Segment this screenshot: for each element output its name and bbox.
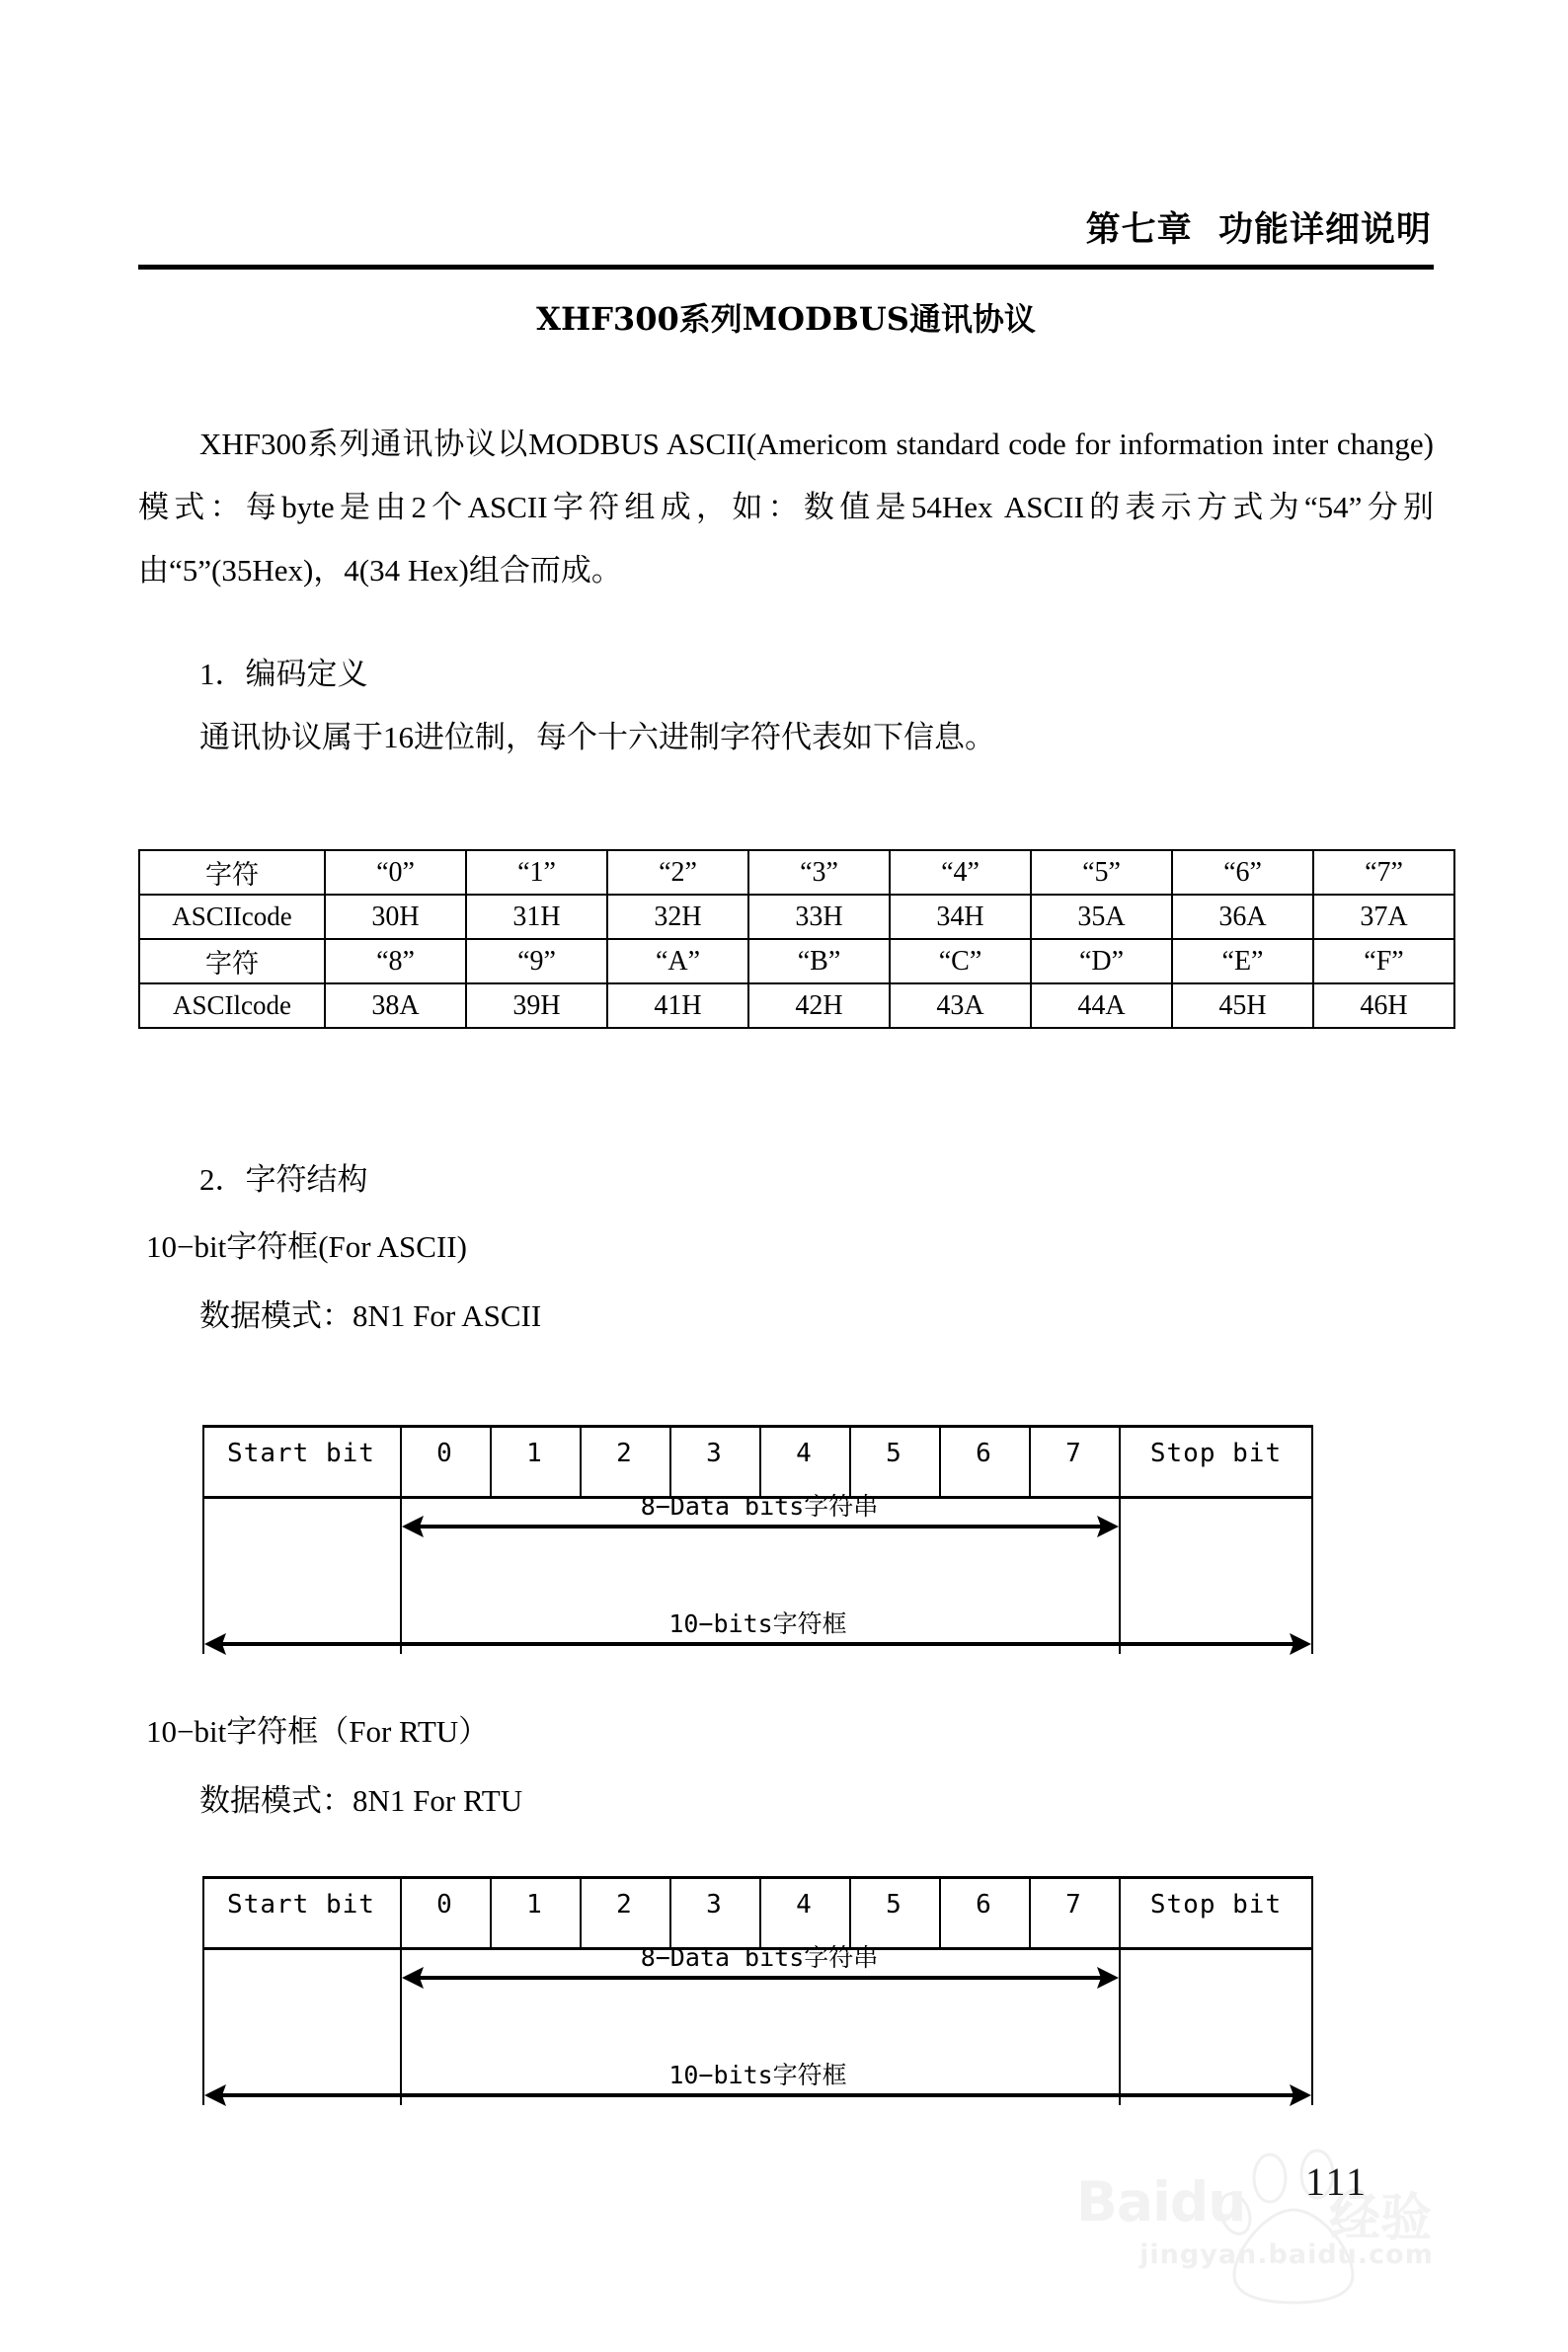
page-number: 111 (1305, 2159, 1369, 2204)
header-divider-rule (138, 265, 1434, 270)
row-label: 字符 (139, 850, 325, 895)
frame-bit-label-3: 3 (706, 1890, 723, 1920)
baidu-paw-logo-icon (1074, 2133, 1499, 2320)
frame-bit-label-4: 4 (796, 1439, 813, 1468)
table-cell: 30H (325, 895, 466, 939)
section2-heading: 2．字符结构 (199, 1162, 368, 1197)
page-title: XHF300系列MODBUS通讯协议 (536, 300, 1036, 338)
frame-bit-label-1: 1 (526, 1890, 543, 1920)
ascii-frame-mode: 数据模式：8N1 For ASCII (199, 1298, 542, 1333)
table-cell: 41H (607, 983, 748, 1028)
table-cell: “5” (1031, 850, 1172, 895)
table-cell: “3” (748, 850, 890, 895)
table-cell: 45H (1172, 983, 1313, 1028)
table-cell: “8” (325, 939, 466, 983)
rtu-frame-mode: 数据模式：8N1 For RTU (199, 1783, 523, 1818)
section1-text: 通讯协议属于16进位制，每个十六进制字符代表如下信息。 (199, 720, 995, 754)
data-bits-arrow (402, 1967, 1119, 1989)
data-bits-arrow (402, 1516, 1119, 1537)
frame-bit-label-4: 4 (796, 1890, 813, 1920)
frame-bit-label-7: 7 (1065, 1439, 1082, 1468)
ascii-code-table (138, 849, 1455, 1029)
intro-paragraph: XHF300系列通讯协议以MODBUS ASCII(Americom standard code for information inter change)模式：每byte是由2个ASCII字符组成，如：数值是54Hex ASCII的表示方式为“54”分别由“5”(35Hex)，4(34 Hex)组合而成。 (138, 427, 1434, 588)
table-cell: “D” (1031, 939, 1172, 983)
table-cell: 37A (1313, 895, 1454, 939)
row-label: 字符 (139, 939, 325, 983)
frame-data-span-label: 8−Data bits字符串 (640, 1492, 879, 1521)
table-cell: 38A (325, 983, 466, 1028)
frame-stop-bit-label: Stop bit (1149, 1439, 1283, 1468)
table-cell: “9” (466, 939, 607, 983)
ascii-frame-heading: 10−bit字符框(For ASCII) (146, 1229, 467, 1264)
frame-span-arrows (202, 1876, 1313, 2135)
table-cell: 34H (890, 895, 1031, 939)
frame-span-arrows (202, 1425, 1313, 1684)
frame-bit-label-5: 5 (886, 1890, 902, 1920)
watermark-url: jingyan.baidu.com (1139, 2239, 1434, 2270)
table-cell: 44A (1031, 983, 1172, 1028)
table-cell: 36A (1172, 895, 1313, 939)
frame-bit-label-3: 3 (706, 1439, 723, 1468)
table-cell: “F” (1313, 939, 1454, 983)
bit-frame-diagram-rtu (202, 1876, 1313, 2105)
table-cell: “7” (1313, 850, 1454, 895)
frame-bit-label-0: 0 (436, 1439, 453, 1468)
frame-bit-label-5: 5 (886, 1439, 902, 1468)
bit-frame-diagram-ascii (202, 1425, 1313, 1654)
frame-bit-label-2: 2 (616, 1439, 633, 1468)
frame-total-span-label: 10−bits字符框 (668, 1609, 847, 1638)
frame-data-span-label: 8−Data bits字符串 (640, 1943, 879, 1972)
total-bits-arrow (204, 2084, 1311, 2106)
table-cell: 42H (748, 983, 890, 1028)
table-row (139, 850, 1454, 895)
total-bits-arrow (204, 1633, 1311, 1655)
table-row (139, 895, 1454, 939)
table-cell: “4” (890, 850, 1031, 895)
table-cell: 43A (890, 983, 1031, 1028)
frame-bit-label-1: 1 (526, 1439, 543, 1468)
frame-total-span-label: 10−bits字符框 (668, 2061, 847, 2089)
table-cell: 46H (1313, 983, 1454, 1028)
table-cell: “C” (890, 939, 1031, 983)
frame-start-bit-label: Start bit (227, 1890, 375, 1920)
table-cell: “A” (607, 939, 748, 983)
table-row (139, 939, 1454, 983)
table-cell: 39H (466, 983, 607, 1028)
chapter-title: 第七章 功能详细说明 (1085, 210, 1432, 250)
table-cell: 35A (1031, 895, 1172, 939)
table-cell: 33H (748, 895, 890, 939)
table-cell: “6” (1172, 850, 1313, 895)
baidu-watermark (1074, 2133, 1499, 2320)
frame-start-bit-label: Start bit (227, 1439, 375, 1468)
row-label: ASCIIcode (139, 895, 325, 939)
table-cell: “E” (1172, 939, 1313, 983)
frame-bit-label-2: 2 (616, 1890, 633, 1920)
table-cell: “2” (607, 850, 748, 895)
frame-bit-label-0: 0 (436, 1890, 453, 1920)
rtu-frame-heading: 10−bit字符框（For RTU） (146, 1714, 490, 1749)
watermark-brand-cn: 经验 (1329, 2189, 1433, 2248)
section1-heading: 1．编码定义 (199, 657, 368, 691)
watermark-brand: Baidu (1076, 2170, 1246, 2234)
table-cell: 32H (607, 895, 748, 939)
frame-bit-label-6: 6 (976, 1439, 992, 1468)
row-label: ASCIlcode (139, 983, 325, 1028)
frame-bit-label-6: 6 (976, 1890, 992, 1920)
table-cell: “1” (466, 850, 607, 895)
frame-stop-bit-label: Stop bit (1149, 1890, 1283, 1920)
table-cell: “B” (748, 939, 890, 983)
table-row (139, 983, 1454, 1028)
frame-bit-label-7: 7 (1065, 1890, 1082, 1920)
running-header (138, 202, 1432, 252)
table-cell: “0” (325, 850, 466, 895)
table-cell: 31H (466, 895, 607, 939)
